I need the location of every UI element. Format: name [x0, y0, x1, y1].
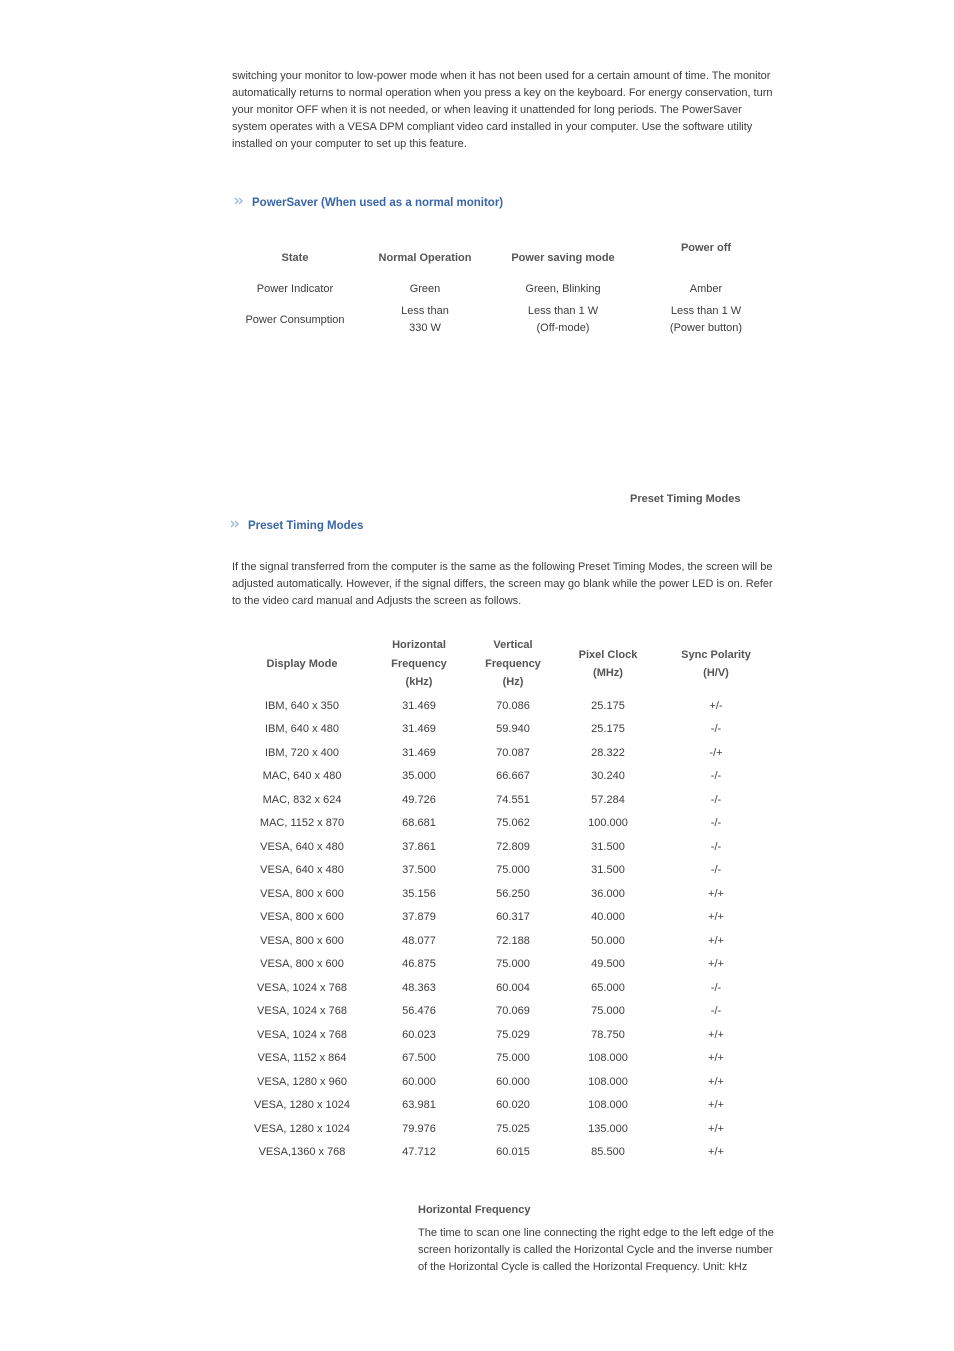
powersaver-heading-text: PowerSaver (When used as a normal monitor)	[252, 196, 504, 209]
table-cell: -/-	[710, 770, 722, 783]
table-cell: 47.712	[402, 1146, 436, 1159]
table-cell: VESA, 1024 x 768	[257, 1005, 347, 1018]
table-cell: 79.976	[402, 1122, 436, 1135]
table-cell: 74.551	[496, 793, 530, 806]
table-cell: 75.025	[496, 1122, 530, 1135]
table-row	[238, 765, 770, 789]
table-cell: 48.363	[402, 981, 436, 994]
table-cell: +/-	[709, 699, 723, 712]
table-row	[238, 929, 770, 953]
table-cell: Less than 330 W	[401, 305, 449, 334]
table-cell: Green	[409, 283, 441, 295]
table-cell: +/+	[708, 1099, 724, 1112]
table-row	[238, 1000, 770, 1024]
table-cell: 31.469	[402, 723, 436, 736]
table-row	[232, 299, 778, 341]
table-row	[232, 280, 778, 299]
table-cell: 70.087	[496, 746, 530, 759]
preset-timing-caption: Preset Timing Modes	[630, 493, 741, 505]
table-cell: 66.667	[496, 770, 530, 783]
table-cell: VESA, 800 x 600	[260, 887, 344, 900]
table-cell: -/-	[710, 981, 722, 994]
table-cell: +/+	[708, 1075, 724, 1088]
table-cell: Amber	[689, 283, 723, 295]
table-cell: +/+	[708, 934, 724, 947]
column-header: Power saving mode	[511, 252, 615, 264]
table-row	[238, 1094, 770, 1118]
table-cell: 63.981	[402, 1099, 436, 1112]
column-header: State	[281, 252, 309, 264]
table-cell: 75.062	[496, 817, 530, 830]
table-cell: 60.317	[496, 911, 530, 924]
intro-paragraph: switching your monitor to low-power mode when it has not been used for a certain amount of time. The monitor automatically returns to normal operation when you press a key on the keyboard. For energy conservation, turn your monitor OFF when it is not needed, or when leaving it unattended for long periods. The PowerSaver system operates with a VESA DPM compliant video card installed in your computer. Use the software utility installed on your computer to set up this feature.	[232, 70, 773, 150]
table-cell: 70.069	[496, 1005, 530, 1018]
column-header: Power off	[680, 242, 732, 254]
table-cell: 60.023	[402, 1028, 436, 1041]
table-cell: 65.000	[591, 981, 625, 994]
table-cell: 31.469	[402, 699, 436, 712]
horizontal-frequency-title: Horizontal Frequency	[418, 1204, 531, 1216]
table-cell: -/-	[710, 723, 722, 736]
column-header: Display Mode	[266, 657, 338, 670]
table-cell: -/-	[710, 817, 722, 830]
preset-timing-table	[238, 634, 770, 1164]
table-cell: -/-	[710, 864, 722, 877]
table-cell: -/-	[710, 840, 722, 853]
table-cell: 135.000	[588, 1122, 628, 1135]
column-header: Pixel Clock (MHz)	[578, 648, 638, 679]
table-cell: 30.240	[591, 770, 625, 783]
table-cell: 25.175	[591, 699, 625, 712]
table-cell: +/+	[708, 887, 724, 900]
column-header: Normal Operation	[378, 252, 472, 264]
table-cell: +/+	[708, 1122, 724, 1135]
table-row	[238, 1023, 770, 1047]
table-row	[238, 859, 770, 883]
table-cell: MAC, 1152 x 870	[259, 817, 345, 830]
table-cell: VESA, 1152 x 864	[257, 1052, 347, 1065]
table-cell: +/+	[708, 1028, 724, 1041]
table-cell: 49.500	[591, 958, 625, 971]
table-row	[238, 882, 770, 906]
table-row	[238, 1117, 770, 1141]
table-row	[238, 1070, 770, 1094]
table-cell: 48.077	[402, 934, 436, 947]
table-cell: 57.284	[591, 793, 625, 806]
table-cell: 37.879	[402, 911, 436, 924]
table-cell: 37.500	[402, 864, 436, 877]
table-cell: 70.086	[496, 699, 530, 712]
table-cell: 72.188	[496, 934, 530, 947]
table-cell: VESA, 1024 x 768	[257, 981, 347, 994]
table-cell: Green, Blinking	[525, 283, 601, 295]
table-cell: 25.175	[591, 723, 625, 736]
table-cell: -/+	[709, 746, 723, 759]
table-cell: 40.000	[591, 911, 625, 924]
table-cell: Less than 1 W (Power button)	[669, 305, 743, 334]
table-cell: 59.940	[496, 723, 530, 736]
table-cell: VESA, 640 x 480	[260, 840, 344, 853]
table-cell: VESA, 800 x 600	[260, 958, 344, 971]
table-cell: 60.000	[496, 1075, 530, 1088]
table-cell: VESA, 1024 x 768	[257, 1028, 347, 1041]
table-row	[238, 788, 770, 812]
table-cell: MAC, 640 x 480	[262, 770, 342, 783]
table-row	[238, 741, 770, 765]
table-cell: 37.861	[402, 840, 436, 853]
horizontal-frequency-text: The time to scan one line connecting the right edge to the left edge of the screen horizontally is called the Horizontal Cycle and the inverse number of the Horizontal Cycle is called the Horizontal Frequency. Unit: kHz	[418, 1227, 774, 1273]
table-cell: 72.809	[496, 840, 530, 853]
table-cell: 36.000	[591, 887, 625, 900]
table-cell: 60.015	[496, 1146, 530, 1159]
powersaver-heading	[234, 196, 503, 209]
table-cell: -/-	[710, 793, 722, 806]
table-cell: Less than 1 W (Off-mode)	[527, 305, 599, 334]
table-cell: 108.000	[588, 1075, 628, 1088]
double-chevron-right-icon	[230, 519, 242, 532]
table-cell: VESA, 1280 x 960	[257, 1075, 347, 1088]
table-row	[238, 718, 770, 742]
table-cell: 31.500	[591, 864, 625, 877]
table-cell: 31.500	[591, 840, 625, 853]
table-cell: 46.875	[402, 958, 436, 971]
table-cell: VESA,1360 x 768	[258, 1146, 346, 1159]
table-cell: 85.500	[591, 1146, 625, 1159]
table-cell: 56.250	[496, 887, 530, 900]
table-cell: 28.322	[591, 746, 625, 759]
table-cell: Power Indicator	[256, 283, 334, 295]
table-cell: 60.020	[496, 1099, 530, 1112]
column-header: Sync Polarity (H/V)	[681, 648, 751, 679]
preset-heading	[230, 519, 363, 532]
table-cell: 108.000	[588, 1099, 628, 1112]
table-row	[238, 1141, 770, 1165]
table-row	[238, 976, 770, 1000]
table-cell: 50.000	[591, 934, 625, 947]
table-row	[238, 694, 770, 718]
table-cell: 100.000	[588, 817, 628, 830]
table-cell: 60.000	[402, 1075, 436, 1088]
table-row	[238, 1047, 770, 1071]
table-cell: 56.476	[402, 1005, 436, 1018]
table-row	[238, 835, 770, 859]
table-cell: +/+	[708, 1146, 724, 1159]
table-cell: 35.156	[402, 887, 436, 900]
table-cell: 75.029	[496, 1028, 530, 1041]
table-cell: 67.500	[402, 1052, 436, 1065]
column-header: Vertical Frequency (Hz)	[485, 639, 541, 689]
table-cell: 75.000	[591, 1005, 625, 1018]
table-cell: VESA, 800 x 600	[260, 911, 344, 924]
table-cell: MAC, 832 x 624	[262, 793, 342, 806]
table-cell: VESA, 640 x 480	[260, 864, 344, 877]
table-cell: 60.004	[496, 981, 530, 994]
table-cell: 31.469	[402, 746, 436, 759]
table-cell: 108.000	[588, 1052, 628, 1065]
table-cell: +/+	[708, 958, 724, 971]
column-header: Horizontal Frequency (kHz)	[391, 639, 447, 689]
table-cell: VESA, 1280 x 1024	[253, 1099, 350, 1112]
table-row	[238, 812, 770, 836]
table-cell: VESA, 800 x 600	[260, 934, 344, 947]
powersaver-table	[232, 236, 778, 341]
double-chevron-right-icon	[234, 196, 246, 209]
table-cell: 35.000	[402, 770, 436, 783]
table-cell: IBM, 720 x 400	[265, 746, 339, 759]
preset-intro-paragraph: If the signal transferred from the computer is the same as the following Preset Timing Modes, the screen will be adjusted automatically. However, if the signal differs, the screen may go blank while the power LED is on. Refer to the video card manual and Adjusts the screen as follows.	[232, 561, 773, 607]
table-cell: 75.000	[496, 958, 530, 971]
table-cell: 75.000	[496, 1052, 530, 1065]
table-cell: IBM, 640 x 350	[265, 699, 339, 712]
table-cell: +/+	[708, 1052, 724, 1065]
table-cell: 75.000	[496, 864, 530, 877]
table-cell: 68.681	[402, 817, 436, 830]
preset-heading-text: Preset Timing Modes	[248, 519, 364, 532]
table-cell: 78.750	[591, 1028, 625, 1041]
table-cell: VESA, 1280 x 1024	[253, 1122, 350, 1135]
table-row	[238, 906, 770, 930]
table-cell: 49.726	[402, 793, 436, 806]
table-row	[238, 953, 770, 977]
table-cell: IBM, 640 x 480	[265, 723, 339, 736]
table-cell: Power Consumption	[245, 313, 345, 326]
table-cell: +/+	[708, 911, 724, 924]
table-cell: -/-	[710, 1005, 722, 1018]
